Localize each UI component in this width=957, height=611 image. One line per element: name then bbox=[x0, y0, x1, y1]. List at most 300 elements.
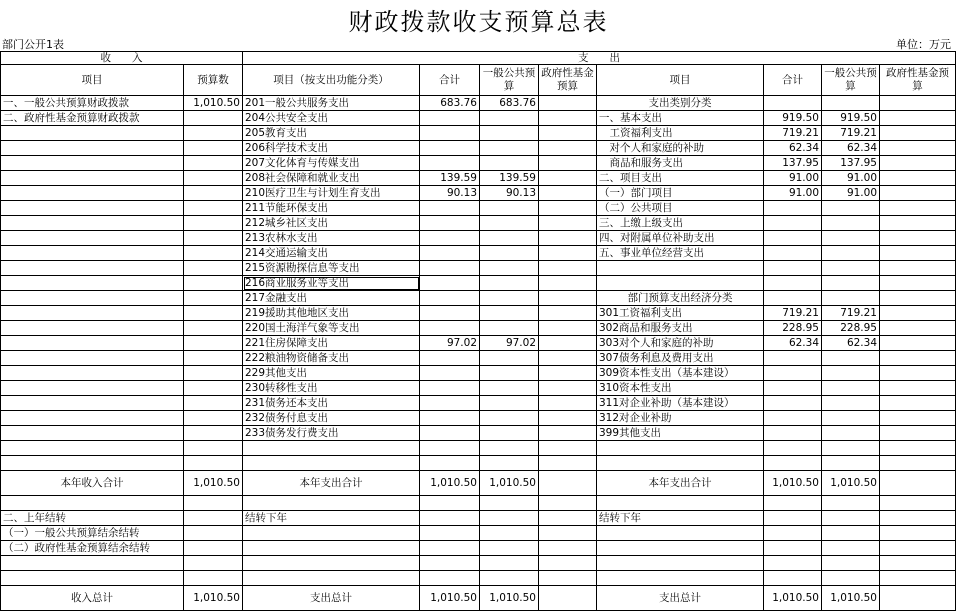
table-cell[interactable] bbox=[243, 556, 420, 571]
table-cell[interactable]: 二、政府性基金预算财政拨款 bbox=[1, 111, 184, 126]
table-cell[interactable] bbox=[480, 201, 539, 216]
table-cell[interactable] bbox=[420, 456, 480, 471]
table-cell[interactable] bbox=[880, 396, 956, 411]
table-cell[interactable] bbox=[539, 571, 597, 586]
table-cell[interactable] bbox=[480, 456, 539, 471]
table-cell[interactable] bbox=[243, 541, 420, 556]
table-cell[interactable] bbox=[1, 261, 184, 276]
table-cell[interactable]: 90.13 bbox=[420, 186, 480, 201]
table-cell[interactable] bbox=[1, 246, 184, 261]
table-cell[interactable] bbox=[184, 276, 243, 291]
table-cell[interactable] bbox=[822, 441, 880, 456]
table-cell[interactable] bbox=[880, 586, 956, 611]
table-cell[interactable] bbox=[1, 426, 184, 441]
table-cell[interactable] bbox=[480, 396, 539, 411]
table-cell[interactable] bbox=[764, 541, 822, 556]
table-cell[interactable] bbox=[420, 126, 480, 141]
table-cell[interactable]: （一）部门项目 bbox=[597, 186, 764, 201]
table-cell[interactable] bbox=[1, 306, 184, 321]
table-cell[interactable] bbox=[880, 366, 956, 381]
table-cell[interactable] bbox=[539, 456, 597, 471]
table-cell[interactable]: 一、基本支出 bbox=[597, 111, 764, 126]
table-cell[interactable]: 919.50 bbox=[764, 111, 822, 126]
table-cell[interactable]: 211节能环保支出 bbox=[243, 201, 420, 216]
table-cell[interactable]: 结转下年 bbox=[597, 511, 764, 526]
table-cell[interactable] bbox=[184, 156, 243, 171]
table-cell[interactable]: 233债务发行费支出 bbox=[243, 426, 420, 441]
table-cell[interactable] bbox=[480, 156, 539, 171]
table-cell[interactable] bbox=[880, 111, 956, 126]
table-cell[interactable]: 228.95 bbox=[822, 321, 880, 336]
table-cell[interactable] bbox=[480, 381, 539, 396]
table-cell[interactable] bbox=[1, 186, 184, 201]
table-cell[interactable] bbox=[184, 351, 243, 366]
table-cell[interactable] bbox=[880, 291, 956, 306]
table-cell[interactable]: 208社会保障和就业支出 bbox=[243, 171, 420, 186]
table-cell[interactable] bbox=[880, 456, 956, 471]
table-cell[interactable] bbox=[480, 141, 539, 156]
table-cell[interactable] bbox=[420, 366, 480, 381]
table-cell[interactable] bbox=[597, 571, 764, 586]
table-cell[interactable] bbox=[764, 231, 822, 246]
table-cell[interactable] bbox=[420, 261, 480, 276]
table-cell[interactable]: 91.00 bbox=[764, 186, 822, 201]
table-cell[interactable] bbox=[880, 441, 956, 456]
table-cell[interactable] bbox=[764, 201, 822, 216]
table-cell[interactable] bbox=[764, 411, 822, 426]
table-cell[interactable]: 228.95 bbox=[764, 321, 822, 336]
table-cell[interactable] bbox=[243, 456, 420, 471]
table-cell[interactable] bbox=[420, 321, 480, 336]
table-cell[interactable] bbox=[1, 571, 184, 586]
table-cell[interactable] bbox=[480, 111, 539, 126]
table-cell[interactable] bbox=[880, 126, 956, 141]
table-cell[interactable] bbox=[880, 216, 956, 231]
table-cell[interactable]: 309资本性支出（基本建设） bbox=[597, 366, 764, 381]
table-cell[interactable] bbox=[880, 511, 956, 526]
table-cell[interactable] bbox=[184, 291, 243, 306]
table-cell[interactable] bbox=[420, 231, 480, 246]
table-cell[interactable] bbox=[480, 231, 539, 246]
table-cell[interactable] bbox=[184, 556, 243, 571]
table-cell[interactable] bbox=[480, 571, 539, 586]
table-cell[interactable] bbox=[764, 96, 822, 111]
table-cell[interactable] bbox=[539, 96, 597, 111]
table-cell[interactable] bbox=[539, 396, 597, 411]
table-cell[interactable] bbox=[420, 201, 480, 216]
table-cell[interactable] bbox=[1, 456, 184, 471]
table-cell[interactable] bbox=[539, 231, 597, 246]
table-cell[interactable]: 216商业服务业等支出 bbox=[243, 276, 420, 291]
table-cell[interactable] bbox=[880, 321, 956, 336]
table-cell[interactable]: 90.13 bbox=[480, 186, 539, 201]
table-cell[interactable]: 1,010.50 bbox=[420, 586, 480, 611]
table-cell[interactable]: 1,010.50 bbox=[184, 586, 243, 611]
table-cell[interactable] bbox=[1, 216, 184, 231]
table-cell[interactable] bbox=[822, 381, 880, 396]
table-cell[interactable] bbox=[184, 231, 243, 246]
table-cell[interactable]: 一、一般公共预算财政拨款 bbox=[1, 96, 184, 111]
table-cell[interactable] bbox=[822, 261, 880, 276]
table-cell[interactable] bbox=[822, 231, 880, 246]
table-cell[interactable] bbox=[597, 496, 764, 511]
table-cell[interactable] bbox=[420, 411, 480, 426]
table-cell[interactable] bbox=[480, 526, 539, 541]
table-cell[interactable] bbox=[420, 381, 480, 396]
table-cell[interactable] bbox=[184, 496, 243, 511]
table-cell[interactable]: 97.02 bbox=[420, 336, 480, 351]
table-cell[interactable]: 307债务利息及费用支出 bbox=[597, 351, 764, 366]
table-cell[interactable] bbox=[539, 441, 597, 456]
table-cell[interactable] bbox=[764, 556, 822, 571]
table-cell[interactable] bbox=[880, 526, 956, 541]
table-cell[interactable]: 商品和服务支出 bbox=[597, 156, 764, 171]
table-cell[interactable] bbox=[480, 411, 539, 426]
table-cell[interactable] bbox=[764, 381, 822, 396]
table-cell[interactable] bbox=[539, 511, 597, 526]
table-cell[interactable] bbox=[480, 126, 539, 141]
table-cell[interactable] bbox=[1, 201, 184, 216]
table-cell[interactable]: 二、项目支出 bbox=[597, 171, 764, 186]
table-cell[interactable] bbox=[764, 246, 822, 261]
table-cell[interactable]: 683.76 bbox=[420, 96, 480, 111]
table-cell[interactable]: 301工资福利支出 bbox=[597, 306, 764, 321]
table-cell[interactable] bbox=[880, 471, 956, 496]
table-cell[interactable] bbox=[822, 511, 880, 526]
table-cell[interactable] bbox=[420, 541, 480, 556]
table-cell[interactable] bbox=[184, 396, 243, 411]
table-cell[interactable] bbox=[1, 141, 184, 156]
table-cell[interactable] bbox=[539, 526, 597, 541]
table-cell[interactable]: 本年支出合计 bbox=[597, 471, 764, 496]
table-cell[interactable] bbox=[539, 381, 597, 396]
table-cell[interactable]: 支出类别分类 bbox=[597, 96, 764, 111]
table-cell[interactable]: 303对个人和家庭的补助 bbox=[597, 336, 764, 351]
table-cell[interactable]: 对个人和家庭的补助 bbox=[597, 141, 764, 156]
table-cell[interactable] bbox=[184, 366, 243, 381]
table-cell[interactable] bbox=[880, 186, 956, 201]
table-cell[interactable] bbox=[1, 441, 184, 456]
table-cell[interactable]: 310资本性支出 bbox=[597, 381, 764, 396]
table-cell[interactable]: 232债务付息支出 bbox=[243, 411, 420, 426]
table-cell[interactable]: （二）政府性基金预算结余结转 bbox=[1, 541, 184, 556]
table-cell[interactable]: （二）公共项目 bbox=[597, 201, 764, 216]
table-cell[interactable]: 312对企业补助 bbox=[597, 411, 764, 426]
table-cell[interactable]: 62.34 bbox=[764, 336, 822, 351]
table-cell[interactable] bbox=[822, 456, 880, 471]
table-cell[interactable] bbox=[539, 321, 597, 336]
table-cell[interactable] bbox=[1, 556, 184, 571]
table-cell[interactable] bbox=[1, 231, 184, 246]
table-cell[interactable] bbox=[539, 276, 597, 291]
table-cell[interactable]: 137.95 bbox=[764, 156, 822, 171]
table-cell[interactable] bbox=[539, 411, 597, 426]
table-cell[interactable] bbox=[764, 526, 822, 541]
table-cell[interactable] bbox=[764, 396, 822, 411]
table-cell[interactable]: 工资福利支出 bbox=[597, 126, 764, 141]
table-cell[interactable]: 215资源勘探信息等支出 bbox=[243, 261, 420, 276]
table-cell[interactable] bbox=[822, 571, 880, 586]
table-cell[interactable]: 719.21 bbox=[822, 306, 880, 321]
table-cell[interactable]: 204公共安全支出 bbox=[243, 111, 420, 126]
table-cell[interactable] bbox=[880, 171, 956, 186]
table-cell[interactable] bbox=[420, 141, 480, 156]
table-cell[interactable]: 222粮油物资储备支出 bbox=[243, 351, 420, 366]
table-cell[interactable] bbox=[420, 351, 480, 366]
table-cell[interactable] bbox=[420, 276, 480, 291]
table-cell[interactable]: 1,010.50 bbox=[420, 471, 480, 496]
table-cell[interactable]: 62.34 bbox=[764, 141, 822, 156]
table-cell[interactable] bbox=[480, 496, 539, 511]
table-cell[interactable] bbox=[539, 336, 597, 351]
table-cell[interactable] bbox=[822, 246, 880, 261]
table-cell[interactable] bbox=[420, 306, 480, 321]
table-cell[interactable] bbox=[539, 246, 597, 261]
table-cell[interactable]: 205教育支出 bbox=[243, 126, 420, 141]
table-cell[interactable] bbox=[420, 291, 480, 306]
table-cell[interactable] bbox=[822, 276, 880, 291]
table-cell[interactable] bbox=[764, 511, 822, 526]
table-cell[interactable] bbox=[480, 351, 539, 366]
table-cell[interactable]: 230转移性支出 bbox=[243, 381, 420, 396]
table-cell[interactable] bbox=[184, 456, 243, 471]
table-cell[interactable] bbox=[420, 246, 480, 261]
table-cell[interactable] bbox=[597, 526, 764, 541]
table-cell[interactable] bbox=[1, 156, 184, 171]
table-cell[interactable] bbox=[539, 111, 597, 126]
table-cell[interactable] bbox=[764, 441, 822, 456]
table-cell[interactable]: 支出总计 bbox=[243, 586, 420, 611]
table-cell[interactable] bbox=[1, 336, 184, 351]
table-cell[interactable]: 1,010.50 bbox=[184, 471, 243, 496]
table-cell[interactable] bbox=[184, 321, 243, 336]
table-cell[interactable] bbox=[880, 261, 956, 276]
table-cell[interactable] bbox=[880, 141, 956, 156]
table-cell[interactable]: 207文化体育与传媒支出 bbox=[243, 156, 420, 171]
table-cell[interactable]: 213农林水支出 bbox=[243, 231, 420, 246]
table-cell[interactable] bbox=[597, 556, 764, 571]
table-cell[interactable]: 五、事业单位经营支出 bbox=[597, 246, 764, 261]
table-cell[interactable] bbox=[822, 351, 880, 366]
table-cell[interactable]: 62.34 bbox=[822, 141, 880, 156]
table-cell[interactable] bbox=[880, 156, 956, 171]
table-cell[interactable] bbox=[480, 366, 539, 381]
table-cell[interactable] bbox=[822, 526, 880, 541]
table-cell[interactable] bbox=[1, 381, 184, 396]
table-cell[interactable] bbox=[880, 541, 956, 556]
table-cell[interactable] bbox=[880, 276, 956, 291]
table-cell[interactable] bbox=[184, 511, 243, 526]
table-cell[interactable]: 本年收入合计 bbox=[1, 471, 184, 496]
table-cell[interactable] bbox=[184, 381, 243, 396]
table-cell[interactable] bbox=[420, 526, 480, 541]
table-cell[interactable] bbox=[184, 571, 243, 586]
table-cell[interactable] bbox=[822, 396, 880, 411]
table-cell[interactable]: 62.34 bbox=[822, 336, 880, 351]
table-cell[interactable] bbox=[480, 541, 539, 556]
table-cell[interactable]: 212城乡社区支出 bbox=[243, 216, 420, 231]
table-cell[interactable] bbox=[420, 496, 480, 511]
table-cell[interactable]: 302商品和服务支出 bbox=[597, 321, 764, 336]
table-cell[interactable]: 收入总计 bbox=[1, 586, 184, 611]
table-cell[interactable] bbox=[184, 201, 243, 216]
table-cell[interactable] bbox=[1, 291, 184, 306]
table-cell[interactable]: 二、上年结转 bbox=[1, 511, 184, 526]
table-cell[interactable]: 219援助其他地区支出 bbox=[243, 306, 420, 321]
table-cell[interactable] bbox=[822, 556, 880, 571]
table-cell[interactable] bbox=[1, 171, 184, 186]
table-cell[interactable]: 91.00 bbox=[764, 171, 822, 186]
table-cell[interactable] bbox=[184, 306, 243, 321]
table-cell[interactable]: 1,010.50 bbox=[764, 586, 822, 611]
table-cell[interactable] bbox=[1, 496, 184, 511]
table-cell[interactable]: 本年支出合计 bbox=[243, 471, 420, 496]
table-cell[interactable] bbox=[539, 201, 597, 216]
table-cell[interactable] bbox=[764, 216, 822, 231]
table-cell[interactable] bbox=[420, 441, 480, 456]
table-cell[interactable] bbox=[184, 216, 243, 231]
table-cell[interactable]: 1,010.50 bbox=[480, 471, 539, 496]
table-cell[interactable]: 137.95 bbox=[822, 156, 880, 171]
table-cell[interactable]: 719.21 bbox=[764, 306, 822, 321]
table-cell[interactable] bbox=[184, 526, 243, 541]
table-cell[interactable] bbox=[480, 321, 539, 336]
table-cell[interactable] bbox=[184, 171, 243, 186]
table-cell[interactable] bbox=[1, 411, 184, 426]
table-cell[interactable] bbox=[480, 426, 539, 441]
table-cell[interactable] bbox=[880, 381, 956, 396]
table-cell[interactable] bbox=[184, 441, 243, 456]
table-cell[interactable]: 支出总计 bbox=[597, 586, 764, 611]
table-cell[interactable] bbox=[764, 571, 822, 586]
table-cell[interactable]: 139.59 bbox=[480, 171, 539, 186]
table-cell[interactable]: 919.50 bbox=[822, 111, 880, 126]
table-cell[interactable] bbox=[597, 456, 764, 471]
table-cell[interactable] bbox=[480, 261, 539, 276]
table-cell[interactable] bbox=[880, 411, 956, 426]
table-cell[interactable] bbox=[1, 366, 184, 381]
table-cell[interactable] bbox=[480, 291, 539, 306]
table-cell[interactable] bbox=[420, 556, 480, 571]
table-cell[interactable]: 206科学技术支出 bbox=[243, 141, 420, 156]
table-cell[interactable]: 91.00 bbox=[822, 171, 880, 186]
table-cell[interactable] bbox=[1, 276, 184, 291]
table-cell[interactable] bbox=[880, 231, 956, 246]
table-cell[interactable] bbox=[480, 216, 539, 231]
table-cell[interactable]: （一）一般公共预算结余结转 bbox=[1, 526, 184, 541]
table-cell[interactable]: 四、对附属单位补助支出 bbox=[597, 231, 764, 246]
table-cell[interactable] bbox=[1, 321, 184, 336]
table-cell[interactable] bbox=[539, 306, 597, 321]
table-cell[interactable] bbox=[539, 426, 597, 441]
table-cell[interactable] bbox=[539, 541, 597, 556]
table-cell[interactable] bbox=[764, 351, 822, 366]
table-cell[interactable] bbox=[420, 511, 480, 526]
table-cell[interactable] bbox=[184, 141, 243, 156]
table-cell[interactable] bbox=[420, 571, 480, 586]
table-cell[interactable]: 1,010.50 bbox=[822, 471, 880, 496]
table-cell[interactable] bbox=[480, 441, 539, 456]
table-cell[interactable]: 部门预算支出经济分类 bbox=[597, 291, 764, 306]
table-cell[interactable] bbox=[420, 426, 480, 441]
table-cell[interactable]: 210医疗卫生与计划生育支出 bbox=[243, 186, 420, 201]
table-cell[interactable] bbox=[822, 366, 880, 381]
table-cell[interactable] bbox=[184, 336, 243, 351]
table-cell[interactable] bbox=[184, 541, 243, 556]
table-cell[interactable] bbox=[420, 396, 480, 411]
table-cell[interactable] bbox=[764, 496, 822, 511]
table-cell[interactable] bbox=[764, 261, 822, 276]
table-cell[interactable] bbox=[822, 496, 880, 511]
table-cell[interactable]: 683.76 bbox=[480, 96, 539, 111]
table-cell[interactable] bbox=[539, 141, 597, 156]
table-cell[interactable]: 311对企业补助（基本建设） bbox=[597, 396, 764, 411]
table-cell[interactable]: 91.00 bbox=[822, 186, 880, 201]
table-cell[interactable] bbox=[822, 426, 880, 441]
table-cell[interactable] bbox=[539, 156, 597, 171]
table-cell[interactable]: 1,010.50 bbox=[764, 471, 822, 496]
table-cell[interactable] bbox=[480, 511, 539, 526]
table-cell[interactable]: 三、上缴上级支出 bbox=[597, 216, 764, 231]
table-cell[interactable] bbox=[822, 411, 880, 426]
table-cell[interactable]: 229其他支出 bbox=[243, 366, 420, 381]
table-cell[interactable] bbox=[420, 216, 480, 231]
table-cell[interactable] bbox=[764, 456, 822, 471]
table-cell[interactable] bbox=[480, 276, 539, 291]
table-cell[interactable] bbox=[822, 216, 880, 231]
table-cell[interactable]: 719.21 bbox=[764, 126, 822, 141]
table-cell[interactable] bbox=[1, 396, 184, 411]
table-cell[interactable] bbox=[597, 276, 764, 291]
table-cell[interactable] bbox=[539, 351, 597, 366]
table-cell[interactable]: 231债务还本支出 bbox=[243, 396, 420, 411]
table-cell[interactable] bbox=[764, 426, 822, 441]
table-cell[interactable] bbox=[539, 496, 597, 511]
table-cell[interactable]: 214交通运输支出 bbox=[243, 246, 420, 261]
table-cell[interactable] bbox=[243, 526, 420, 541]
table-cell[interactable]: 201一般公共服务支出 bbox=[243, 96, 420, 111]
table-cell[interactable] bbox=[764, 366, 822, 381]
table-cell[interactable] bbox=[597, 261, 764, 276]
table-cell[interactable]: 221住房保障支出 bbox=[243, 336, 420, 351]
table-cell[interactable] bbox=[822, 201, 880, 216]
table-cell[interactable] bbox=[822, 291, 880, 306]
table-cell[interactable] bbox=[243, 496, 420, 511]
table-cell[interactable]: 1,010.50 bbox=[480, 586, 539, 611]
table-cell[interactable] bbox=[880, 556, 956, 571]
table-cell[interactable] bbox=[880, 571, 956, 586]
table-cell[interactable]: 139.59 bbox=[420, 171, 480, 186]
table-cell[interactable] bbox=[880, 351, 956, 366]
table-cell[interactable] bbox=[539, 216, 597, 231]
table-cell[interactable] bbox=[880, 201, 956, 216]
table-cell[interactable] bbox=[880, 336, 956, 351]
table-cell[interactable] bbox=[1, 126, 184, 141]
table-cell[interactable]: 1,010.50 bbox=[822, 586, 880, 611]
table-cell[interactable] bbox=[184, 186, 243, 201]
table-cell[interactable] bbox=[822, 541, 880, 556]
table-cell[interactable]: 719.21 bbox=[822, 126, 880, 141]
table-cell[interactable] bbox=[822, 96, 880, 111]
table-cell[interactable]: 399其他支出 bbox=[597, 426, 764, 441]
table-cell[interactable] bbox=[597, 441, 764, 456]
table-cell[interactable] bbox=[184, 411, 243, 426]
table-cell[interactable] bbox=[480, 306, 539, 321]
table-cell[interactable] bbox=[539, 171, 597, 186]
table-cell[interactable] bbox=[480, 556, 539, 571]
table-cell[interactable] bbox=[880, 246, 956, 261]
table-cell[interactable] bbox=[243, 571, 420, 586]
